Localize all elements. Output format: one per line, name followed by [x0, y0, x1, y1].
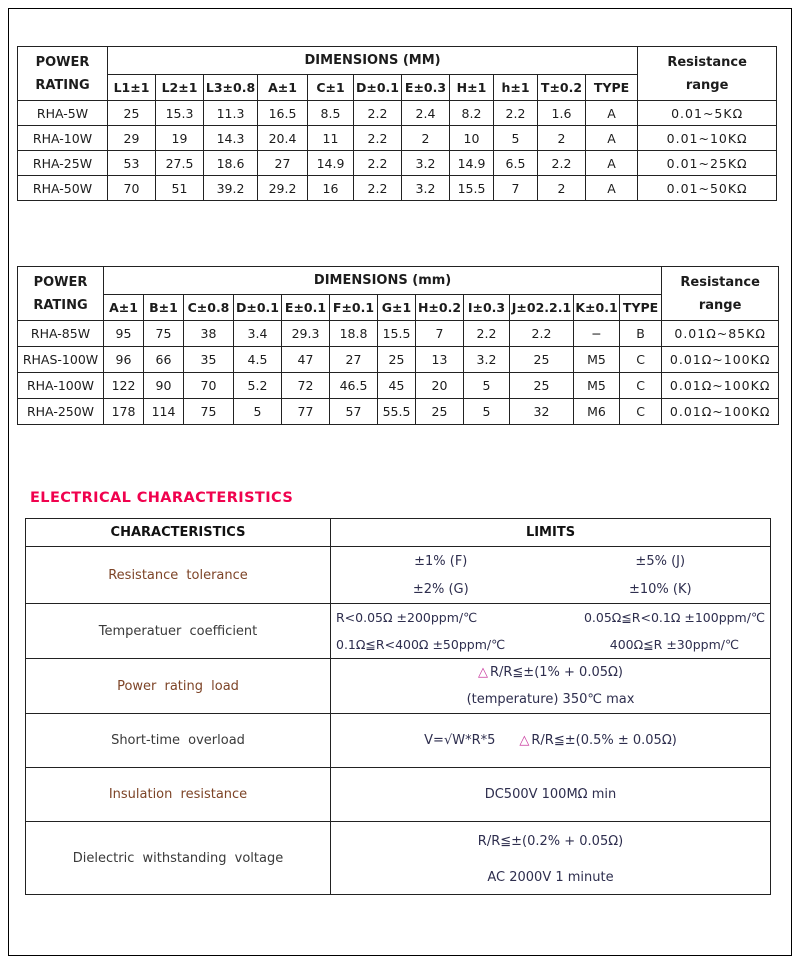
dimensions-header: DIMENSIONS (MM) [108, 47, 638, 75]
dimension-value-cell: 2.2 [354, 101, 402, 126]
dimension-value-cell: 3.2 [402, 176, 450, 201]
power-rating-cell: RHAS-100W [18, 347, 104, 373]
resistance-range-cell: 0.01~5KΩ [638, 101, 777, 126]
resistance-header-line1: Resistance [667, 54, 747, 70]
limit-text: (temperature) 350℃ max [466, 692, 635, 707]
limit-text: ±1% (F) [414, 553, 468, 569]
limits-cell [331, 714, 771, 768]
dimension-table-mm [17, 46, 777, 201]
resistance-range-cell: 0.01Ω~100KΩ [662, 347, 779, 373]
dimension-column-header: A±1 [258, 75, 308, 101]
dimension-value-cell: 2.2 [354, 126, 402, 151]
table-row [26, 822, 771, 895]
dimension-value-cell: M5 [574, 347, 620, 373]
dimension-value-cell: 77 [282, 399, 330, 425]
limit-text: R/R≦±(1% + 0.05Ω) [489, 665, 624, 680]
delta-symbol: △ [519, 733, 530, 748]
resistance-header-line2: range [698, 297, 742, 313]
dimension-value-cell: A [586, 126, 638, 151]
dimension-column-header: h±1 [494, 75, 538, 101]
table-row [26, 714, 771, 768]
limits-cell [331, 659, 771, 714]
table-row [26, 659, 771, 714]
limits-cell [331, 604, 771, 659]
table-row [18, 373, 779, 399]
dimension-value-cell: 5.2 [234, 373, 282, 399]
limit-line [331, 604, 770, 631]
dimension-value-cell: 2 [538, 126, 586, 151]
electrical-characteristics-table [25, 518, 771, 895]
dimension-value-cell: 25 [108, 101, 156, 126]
dimension-value-cell: C [620, 399, 662, 425]
dimension-value-cell: 18.8 [330, 321, 378, 347]
dimension-value-cell: 2 [402, 126, 450, 151]
dimension-value-cell: 14.9 [308, 151, 354, 176]
delta-symbol: △ [477, 665, 488, 680]
power-rating-cell: RHA-25W [18, 151, 108, 176]
table-row [26, 547, 771, 604]
dimension-value-cell: 122 [104, 373, 144, 399]
dimension-value-cell: 51 [156, 176, 204, 201]
resistance-header-line1: Resistance [680, 274, 760, 290]
dimension-value-cell: 16 [308, 176, 354, 201]
power-header-line1: POWER [35, 54, 90, 70]
resistance-range-cell: 0.01~10KΩ [638, 126, 777, 151]
dimension-value-cell: 70 [184, 373, 234, 399]
dimension-column-header: L3±0.8 [204, 75, 258, 101]
limit-text: 0.1Ω≦R<400Ω ±50ppm/℃ [336, 637, 506, 652]
dimension-table-mm-large [17, 266, 779, 425]
dimension-value-cell: 13 [416, 347, 464, 373]
dimension-value-cell: 29.2 [258, 176, 308, 201]
dimension-column-header: L1±1 [108, 75, 156, 101]
dimension-value-cell: 114 [144, 399, 184, 425]
dimension-value-cell: C [620, 373, 662, 399]
power-header-line1: POWER [33, 274, 88, 290]
dimension-value-cell: 27.5 [156, 151, 204, 176]
dimension-value-cell: 11 [308, 126, 354, 151]
power-rating-header [18, 267, 104, 321]
limit-line [331, 575, 770, 603]
limit-line [331, 631, 770, 658]
dimension-value-cell: 96 [104, 347, 144, 373]
dimension-value-cell: 75 [184, 399, 234, 425]
dimension-value-cell: 1.6 [538, 101, 586, 126]
dimension-value-cell: M6 [574, 399, 620, 425]
dimension-value-cell: 53 [108, 151, 156, 176]
dimension-value-cell: 2.2 [494, 101, 538, 126]
dimension-value-cell: 72 [282, 373, 330, 399]
table-body [18, 321, 779, 425]
characteristics-column-header: CHARACTERISTICS [26, 519, 331, 547]
limit-text: 0.05Ω≦R<0.1Ω ±100ppm/℃ [583, 610, 765, 625]
limits-cell [331, 547, 771, 604]
table-row [18, 126, 777, 151]
dimension-value-cell: 20.4 [258, 126, 308, 151]
dimension-value-cell: 10 [450, 126, 494, 151]
limit-line [331, 714, 770, 767]
power-rating-cell: RHA-100W [18, 373, 104, 399]
limit-text: R/R≦±(0.5% ± 0.05Ω) [531, 733, 677, 748]
dimension-column-header: D±0.1 [234, 295, 282, 321]
dimension-value-cell: 18.6 [204, 151, 258, 176]
dimension-value-cell: 45 [378, 373, 416, 399]
dimension-value-cell: 7 [416, 321, 464, 347]
dimension-value-cell: 25 [510, 373, 574, 399]
dimension-value-cell: 15.3 [156, 101, 204, 126]
power-header-line2: RATING [35, 77, 90, 93]
resistance-range-cell: 0.01~50KΩ [638, 176, 777, 201]
dimension-value-cell: 35 [184, 347, 234, 373]
dimension-column-header: B±1 [144, 295, 184, 321]
dimension-column-header: T±0.2 [538, 75, 586, 101]
dimension-value-cell: 7 [494, 176, 538, 201]
dimension-column-header: E±0.1 [282, 295, 330, 321]
table-row [18, 176, 777, 201]
limit-text: 400Ω≦R ±30ppm/℃ [609, 637, 739, 652]
table-row [18, 151, 777, 176]
resistance-range-cell: 0.01Ω~100KΩ [662, 373, 779, 399]
dimension-value-cell: 5 [494, 126, 538, 151]
dimension-column-header: G±1 [378, 295, 416, 321]
limit-text: AC 2000V 1 minute [487, 870, 614, 885]
dimension-value-cell: 4.5 [234, 347, 282, 373]
dimension-column-header: J±02.2.1 [510, 295, 574, 321]
dimension-value-cell: 11.3 [204, 101, 258, 126]
dimension-value-cell: 8.2 [450, 101, 494, 126]
dimension-value-cell: 38 [184, 321, 234, 347]
dimension-value-cell: 32 [510, 399, 574, 425]
dimension-column-header: D±0.1 [354, 75, 402, 101]
table-row [18, 347, 779, 373]
limit-line [331, 547, 770, 575]
dimension-value-cell: 5 [464, 399, 510, 425]
dimension-value-cell: 20 [416, 373, 464, 399]
dimension-value-cell: 3.2 [402, 151, 450, 176]
dimension-value-cell: 16.5 [258, 101, 308, 126]
dimension-value-cell: 2.2 [354, 176, 402, 201]
limit-text: R/R≦±(0.2% + 0.05Ω) [477, 834, 624, 849]
resistance-header-line2: range [685, 77, 729, 93]
dimension-column-header: F±0.1 [330, 295, 378, 321]
power-rating-cell: RHA-10W [18, 126, 108, 151]
dimension-value-cell: 75 [144, 321, 184, 347]
table-body [18, 101, 777, 201]
dimension-value-cell: 27 [258, 151, 308, 176]
characteristic-label: Temperatuer coefficient [26, 604, 331, 659]
table-header-row [26, 519, 771, 547]
dimension-column-header: H±0.2 [416, 295, 464, 321]
table-row [26, 604, 771, 659]
limit-line [331, 659, 770, 686]
dimension-column-header: H±1 [450, 75, 494, 101]
table-header-row [18, 47, 777, 75]
power-rating-cell: RHA-85W [18, 321, 104, 347]
limits-cell [331, 768, 771, 822]
resistance-range-cell: 0.01Ω~85KΩ [662, 321, 779, 347]
dimension-value-cell: 2.2 [538, 151, 586, 176]
dimension-column-header: C±0.8 [184, 295, 234, 321]
dimension-column-header: L2±1 [156, 75, 204, 101]
dimension-value-cell: 25 [416, 399, 464, 425]
dimension-value-cell: 27 [330, 347, 378, 373]
table-row [18, 101, 777, 126]
dimension-value-cell: 2.2 [464, 321, 510, 347]
power-header-line2: RATING [33, 297, 88, 313]
dimension-value-cell: C [620, 347, 662, 373]
characteristic-label: Resistance tolerance [26, 547, 331, 604]
dimension-value-cell: 3.2 [464, 347, 510, 373]
dimension-value-cell: 14.3 [204, 126, 258, 151]
dimension-value-cell: 5 [234, 399, 282, 425]
limit-text: ±5% (J) [635, 553, 686, 569]
limit-text: R<0.05Ω ±200ppm/℃ [336, 610, 478, 625]
dimension-value-cell: 2.4 [402, 101, 450, 126]
power-rating-header [18, 47, 108, 101]
dimension-value-cell: 2.2 [510, 321, 574, 347]
table-header-row [18, 267, 779, 295]
dimension-value-cell: 5 [464, 373, 510, 399]
dimension-column-header: E±0.3 [402, 75, 450, 101]
dimension-value-cell: 66 [144, 347, 184, 373]
limits-column-header: LIMITS [331, 519, 771, 547]
characteristic-label: Short-time overload [26, 714, 331, 768]
limit-text: DC500V 100MΩ min [484, 787, 617, 802]
dimension-value-cell: 8.5 [308, 101, 354, 126]
dimension-value-cell: 15.5 [378, 321, 416, 347]
dimension-value-cell: − [574, 321, 620, 347]
electrical-characteristics-heading: ELECTRICAL CHARACTERISTICS [30, 490, 294, 506]
dimension-value-cell: 2.2 [354, 151, 402, 176]
dimension-value-cell: 70 [108, 176, 156, 201]
dimension-value-cell: B [620, 321, 662, 347]
dimension-value-cell: 178 [104, 399, 144, 425]
power-rating-cell: RHA-250W [18, 399, 104, 425]
limits-cell [331, 822, 771, 895]
characteristic-label: Power rating load [26, 659, 331, 714]
table-row [18, 399, 779, 425]
dimension-value-cell: 47 [282, 347, 330, 373]
limit-text: ±2% (G) [412, 581, 469, 597]
dimension-column-header: I±0.3 [464, 295, 510, 321]
dimension-value-cell: 2 [538, 176, 586, 201]
resistance-range-cell: 0.01~25KΩ [638, 151, 777, 176]
dimension-value-cell: 46.5 [330, 373, 378, 399]
dimension-value-cell: 39.2 [204, 176, 258, 201]
resistance-range-cell: 0.01Ω~100KΩ [662, 399, 779, 425]
dimension-column-header: A±1 [104, 295, 144, 321]
table-row [18, 321, 779, 347]
limit-text [519, 733, 676, 748]
power-rating-cell: RHA-50W [18, 176, 108, 201]
characteristic-label: Dielectric withstanding voltage [26, 822, 331, 895]
dimension-value-cell: A [586, 101, 638, 126]
dimension-value-cell: M5 [574, 373, 620, 399]
dimension-value-cell: 25 [510, 347, 574, 373]
dimension-value-cell: 29 [108, 126, 156, 151]
dimension-value-cell: 6.5 [494, 151, 538, 176]
dimension-column-header: TYPE [620, 295, 662, 321]
limit-text: ±10% (K) [628, 581, 692, 597]
dimension-column-header: K±0.1 [574, 295, 620, 321]
dimension-value-cell: 90 [144, 373, 184, 399]
dimension-value-cell: 57 [330, 399, 378, 425]
dimension-value-cell: 3.4 [234, 321, 282, 347]
dimension-value-cell: 29.3 [282, 321, 330, 347]
dimension-value-cell: 15.5 [450, 176, 494, 201]
dimension-value-cell: 14.9 [450, 151, 494, 176]
dimension-column-header: C±1 [308, 75, 354, 101]
characteristic-label: Insulation resistance [26, 768, 331, 822]
dimension-value-cell: 55.5 [378, 399, 416, 425]
dimensions-header: DIMENSIONS (mm) [104, 267, 662, 295]
dimension-value-cell: 19 [156, 126, 204, 151]
dimension-value-cell: A [586, 176, 638, 201]
resistance-range-header [662, 267, 779, 321]
power-rating-cell: RHA-5W [18, 101, 108, 126]
dimension-value-cell: A [586, 151, 638, 176]
table-row [26, 768, 771, 822]
limit-text: V=√W*R*5 [424, 733, 496, 748]
dimension-value-cell: 25 [378, 347, 416, 373]
dimension-value-cell: 95 [104, 321, 144, 347]
dimension-column-header: TYPE [586, 75, 638, 101]
resistance-range-header [638, 47, 777, 101]
